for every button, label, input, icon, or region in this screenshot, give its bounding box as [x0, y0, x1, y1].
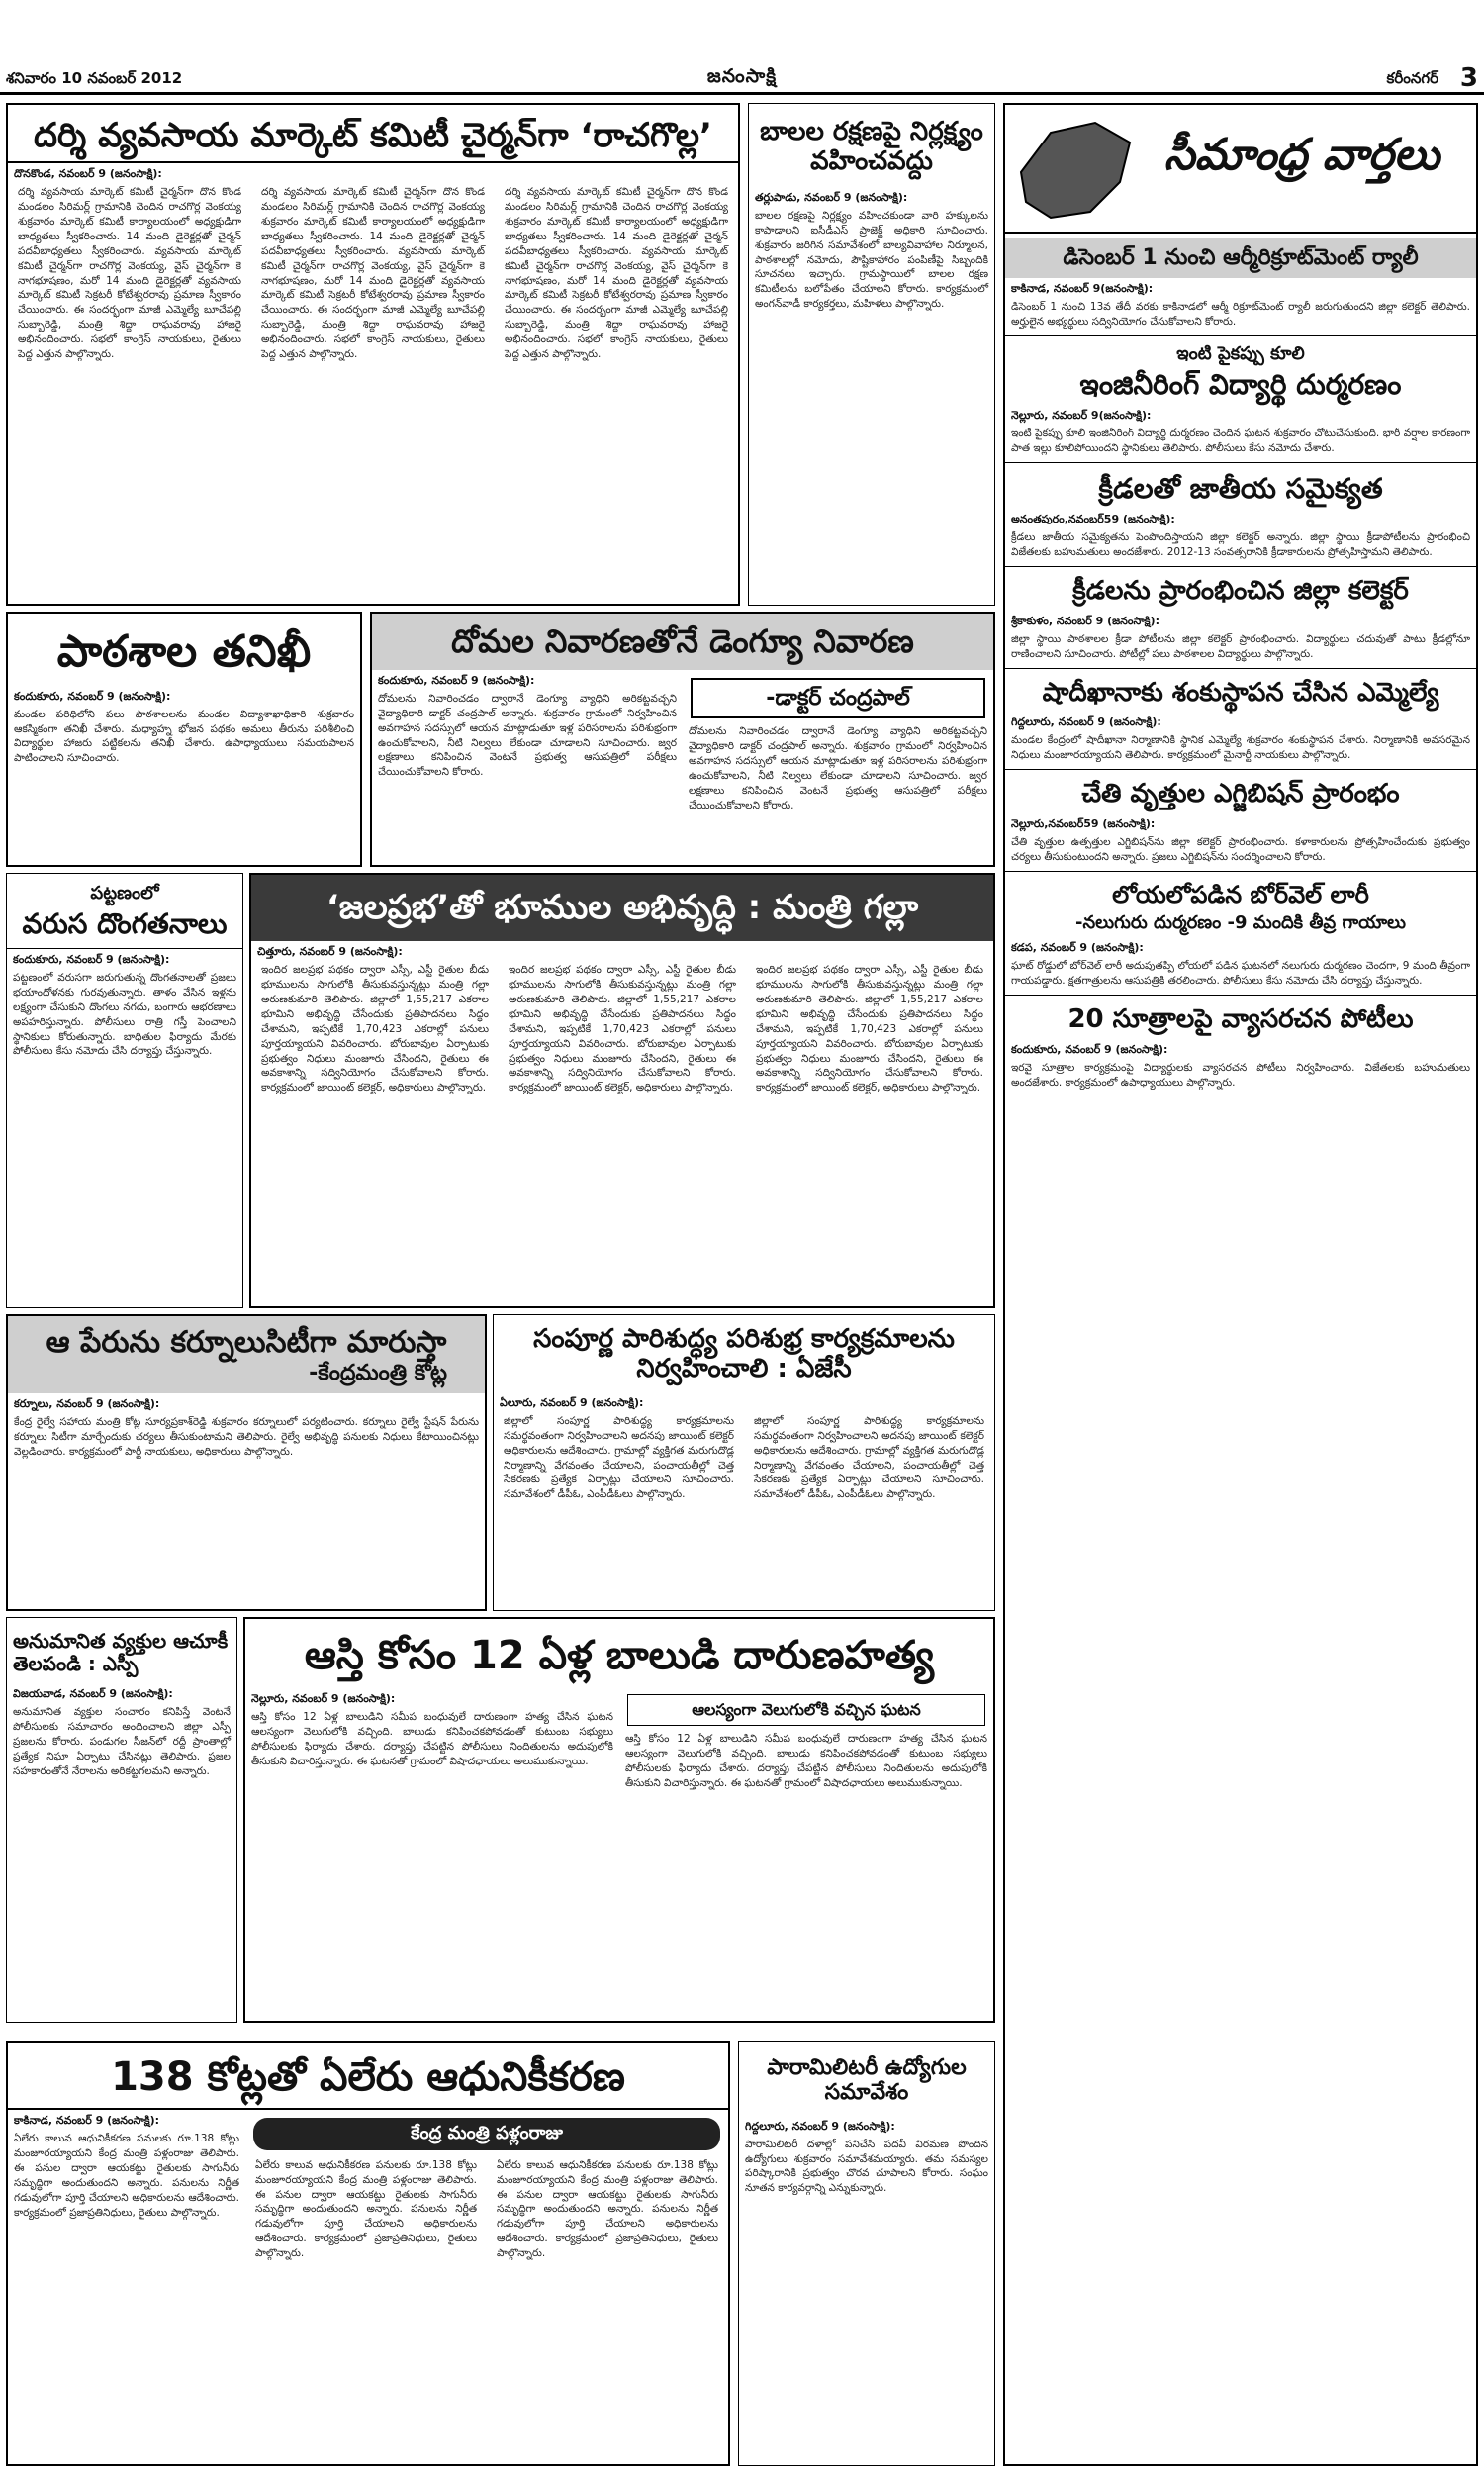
article-headline: సంపూర్ణ పారిశుద్ధ్య పరిశుభ్ర కార్యక్రమాలను నిర్వహించాలి : ఏజేసీ: [533, 1324, 955, 1383]
item-body: ఇరవై సూత్రాల కార్యక్రమంపై విద్యార్థులకు వ్యాసరచన పోటీలు నిర్వహించారు. విజేతలకు బహుమతులు అందజేశారు. కార్యక్రమంలో ఉపాధ్యాయులు పాల్గొన్నారు.: [1011, 1061, 1470, 1089]
item-dateline: కాకినాడ, నవంబర్ 9(జనంసాక్షి):: [1011, 282, 1154, 296]
article-body: బాలల రక్షణపై నిర్లక్ష్యం వహించకుండా వారి హక్కులను కాపాడాలని ఐసీడీఎస్ ప్రాజెక్ట్ అధికారి సూచించారు. శుక్రవారం జరిగిన సమావేశంలో బాల్యవివాహాల నిర్మూలన, పాఠశాలల్లో నమోదు, పౌష్టికాహారం పంపిణీపై సిబ్బందికి సూచనలు ఇచ్చారు. గ్రామస్థాయిలో బాలల రక్షణ కమిటీలను బలోపేతం చేయాలని కోరారు. కార్యక్రమంలో అంగన్‌వాడీ కార్యకర్తలు, మహిళలు పాల్గొన్నారు.: [755, 209, 988, 311]
item-headline: క్రీడలతో జాతీయ సమైక్యత: [1098, 471, 1383, 505]
article-theft: [6, 873, 243, 1308]
item-body: మండల కేంద్రంలో షాదీఖానా నిర్మాణానికి స్థానిక ఎమ్మెల్యే శుక్రవారం శంకుస్థాపన చేశారు. నిర్మాణానికి అవసరమైన నిధులు మంజూరయ్యాయని తెలిపారు. కార్యక్రమంలో మైనార్టీ నాయకులు పాల్గొన్నారు.: [1011, 734, 1470, 762]
item-headline: షాదీఖానాకు శంకుస్థాపన చేసిన ఎమ్మెల్యే: [1042, 677, 1439, 708]
article-dateline: తర్లుపాడు, నవంబర్ 9 (జనంసాక్షి):: [755, 190, 908, 204]
item-headline: డిసెంబర్ 1 నుంచి ఆర్మీరిక్రూట్‌మెంట్ ర్యాలీ: [1005, 238, 1476, 278]
article-subhead: కేంద్ర మంత్రి పళ్లంరాజు: [253, 2118, 720, 2150]
item-headline: లోయలోపడిన బోర్‌వెల్ లారీ: [1112, 880, 1369, 908]
issue-date: శనివారం 10 నవంబర్ 2012: [6, 69, 183, 87]
item-dateline: అనంతపురం,నవంబర్59 (జనంసాక్షి):: [1011, 512, 1175, 525]
seemandhra-item: [1005, 872, 1476, 996]
seemandhra-item: [1005, 669, 1476, 771]
article-body: ఏలేరు కాలువ ఆధునికీకరణ పనులకు రూ.138 కోట్లు మంజూరయ్యాయని కేంద్ర మంత్రి పళ్లంరాజు తెలిపారు. ఈ పనుల ద్వారా ఆయకట్టు రైతులకు సాగునీరు సమృద్ధిగా అందుతుందని అన్నారు. పనులను నిర్ణీత గడువులోగా పూర్తి చేయాలని అధికారులను ఆదేశించారు. కార్యక్రమంలో ప్రజాప్రతినిధులు, రైతులు పాల్గొన్నారు.: [14, 2133, 239, 2219]
item-dateline: గిద్దలూరు, నవంబర్ 9 (జనంసాక్షి):: [1011, 715, 1161, 729]
article-dateline: చిత్తూరు, నవంబర్ 9 (జనంసాక్షి):: [257, 945, 403, 959]
article-headline: ఆస్తి కోసం 12 ఏళ్ల బాలుడి దారుణహత్య: [304, 1633, 935, 1678]
item-dateline: నెల్లూరు,నవంబర్59 (జనంసాక్షి):: [1011, 817, 1156, 831]
item-body: ఇంటి పైకప్పు కూలి ఇంజినీరింగ్ విద్యార్థి దుర్మరణం చెందిన ఘటన శుక్రవారం చోటుచేసుకుంది. భారీ వర్షాల కారణంగా పాత ఇల్లు కూలిపోయిందని స్థానికులు తెలిపారు. పోలీసులు కేసు నమోదు చేశారు.: [1011, 427, 1470, 454]
item-dateline: కందుకూరు, నవంబర్ 9 (జనంసాక్షి):: [1011, 1042, 1168, 1056]
article-dateline: కందుకూరు, నవంబర్ 9 (జనంసాక్షి):: [378, 673, 535, 687]
article-body: దర్శి వ్యవసాయ మార్కెట్ కమిటీ చైర్మన్‌గా దొన కొండ మండలం సిరిమర్ల్ గ్రామానికి చెందిన రాచగొర్ల వెంకయ్య శుక్రవారం మార్కెట్ కమిటీ కార్యాలయంలో అధ్యక్షుడిగా బాధ్యతలు స్వీకరించారు. 14 మంది డైరెక్టర్లతో చైర్మన్ పదవీబాధ్యతలు స్వీకరించారు. వ్యవసాయ మార్కెట్ కమిటీ చైర్మన్‌గా రాచగొర్ల వెంకయ్య, వైస్ చైర్మన్‌గా కె నాగభూషణం, మరో 14 మంది డైరెక్టర్లతో వ్యవసాయ మార్కెట్ కమిటీ సెక్రటరీ కోటేశ్వరరావు ప్రమాణ స్వీకారం చేయించారు. ఈ సందర్భంగా మాజీ ఎమ్మెల్యే బూచేపల్లి సుబ్బారెడ్డి, మంత్రి శిద్దా రాఘవరావు హాజరై అభినందించారు. సభలో కాంగ్రెస్ నాయకులు, రైతులు పెద్ద ఎత్తున పాల్గొన్నారు.: [505, 186, 728, 361]
article-quote: -డాక్టర్ చంద్రపాల్: [691, 678, 985, 718]
item-kicker: ఇంటి పైకప్పు కూలి: [1176, 343, 1305, 365]
article-headline: అనుమానిత వ్యక్తుల ఆచూకీ తెలపండి : ఎస్పీ: [13, 1629, 229, 1675]
seemandhra-item: [1005, 238, 1476, 336]
article-headline: దోమల నివారణతోనే డెంగ్యూ నివారణ: [372, 614, 993, 670]
article-subhead: ఆలస్యంగా వెలుగులోకి వచ్చిన ఘటన: [627, 1694, 985, 1726]
item-headline: క్రీడలను ప్రారంభించిన జిల్లా కలెక్టర్: [1072, 575, 1409, 606]
article-headline: ‘జలప్రభ’తో భూముల అభివృద్ధి : మంత్రి గల్లా: [251, 875, 993, 941]
article-body: దర్శి వ్యవసాయ మార్కెట్ కమిటీ చైర్మన్‌గా దొన కొండ మండలం సిరిమర్ల్ గ్రామానికి చెందిన రాచగొర్ల వెంకయ్య శుక్రవారం మార్కెట్ కమిటీ కార్యాలయంలో అధ్యక్షుడిగా బాధ్యతలు స్వీకరించారు. 14 మంది డైరెక్టర్లతో చైర్మన్ పదవీబాధ్యతలు స్వీకరించారు. వ్యవసాయ మార్కెట్ కమిటీ చైర్మన్‌గా రాచగొర్ల వెంకయ్య, వైస్ చైర్మన్‌గా కె నాగభూషణం, మరో 14 మంది డైరెక్టర్లతో వ్యవసాయ మార్కెట్ కమిటీ సెక్రటరీ కోటేశ్వరరావు ప్రమాణ స్వీకారం చేయించారు. ఈ సందర్భంగా మాజీ ఎమ్మెల్యే బూచేపల్లి సుబ్బారెడ్డి, మంత్రి శిద్దా రాఘవరావు హాజరై అభినందించారు. సభలో కాంగ్రెస్ నాయకులు, రైతులు పెద్ద ఎత్తున పాల్గొన్నారు.: [18, 186, 241, 361]
item-body: ఘాట్ రోడ్డులో బోర్‌వెల్ లారీ అదుపుతప్పి లోయలో పడిన ఘటనలో నలుగురు దుర్మరణం చెందగా, 9 మంది తీవ్రంగా గాయపడ్డారు. క్షతగాత్రులను ఆసుపత్రికి తరలించారు. పోలీసులు కేసు నమోదు చేసి దర్యాప్తు చేస్తున్నారు.: [1011, 960, 1470, 988]
article-body: పట్టణంలో వరుసగా జరుగుతున్న దొంగతనాలతో ప్రజలు భయాందోళనకు గురవుతున్నారు. తాళం వేసిన ఇళ్లను లక్ష్యంగా చేసుకుని దొంగలు నగదు, బంగారు ఆభరణాలు అపహరిస్తున్నారు. పోలీసులు రాత్రి గస్తీ పెంచాలని స్థానికులు కోరుతున్నారు. బాధితుల ఫిర్యాదు మేరకు పోలీసులు కేసు నమోదు చేసి దర్యాప్తు చేస్తున్నారు.: [13, 971, 236, 1058]
article-kicker: పట్టణంలో: [90, 883, 159, 904]
newspaper-logo: జనంసాక్షి: [706, 64, 778, 87]
item-body: చేతి వృత్తుల ఉత్పత్తుల ఎగ్జిబిషన్‌ను జిల్లా కలెక్టర్ ప్రారంభించారు. కళాకారులను ప్రోత్సహించేందుకు ప్రభుత్వం చర్యలు తీసుకుంటుందని అన్నారు. ప్రజలు ఎగ్జిబిషన్‌ను సందర్శించాలని కోరారు.: [1011, 836, 1470, 863]
article-headline: పారామిలిటరీ ఉద్యోగుల సమావేశం: [767, 2055, 967, 2106]
seemandhra-item: [1005, 567, 1476, 669]
item-dateline: శ్రీకాకుళం, నవంబర్ 9 (జనంసాక్షి):: [1011, 614, 1159, 627]
item-subhead: -నలుగురు దుర్మరణం -9 మందికి తీవ్ర గాయాలు: [1075, 911, 1406, 933]
article-body: ఏలేరు కాలువ ఆధునికీకరణ పనులకు రూ.138 కోట్లు మంజూరయ్యాయని కేంద్ర మంత్రి పళ్లంరాజు తెలిపారు. ఈ పనుల ద్వారా ఆయకట్టు రైతులకు సాగునీరు సమృద్ధిగా అందుతుందని అన్నారు. పనులను నిర్ణీత గడువులోగా పూర్తి చేయాలని అధికారులను ఆదేశించారు. కార్యక్రమంలో ప్రజాప్రతినిధులు, రైతులు పాల్గొన్నారు.: [255, 2158, 477, 2260]
article-quote: -కేంద్రమంత్రి కోట్ల: [309, 1360, 447, 1385]
article-body: కేంద్ర రైల్వే సహాయ మంత్రి కోట్ల సూర్యప్రకాశ్‌రెడ్డి శుక్రవారం కర్నూలులో పర్యటించారు. కర్నూలు రైల్వే స్టేషన్ పేరును కర్నూలు సిటీగా మార్చేందుకు చర్యలు తీసుకుంటామని తెలిపారు. రైల్వే అభివృద్ధి పనులకు నిధులు కేటాయించినట్లు వెల్లడించారు. కార్యక్రమంలో పార్టీ నాయకులు, అధికారులు పాల్గొన్నారు.: [14, 1415, 479, 1458]
article-dateline: విజయవాడ, నవంబర్ 9 (జనంసాక్షి):: [13, 1687, 173, 1700]
article-body: దోమలను నివారించడం ద్వారానే డెంగ్యూ వ్యాధిని అరికట్టవచ్చని వైద్యాధికారి డాక్టర్ చంద్రపాల్ అన్నారు. శుక్రవారం గ్రామంలో నిర్వహించిన అవగాహన సదస్సులో ఆయన మాట్లాడుతూ ఇళ్ల పరిసరాలను పరిశుభ్రంగా ఉంచుకోవాలని, నీటి నిల్వలు లేకుండా చూడాలని సూచించారు. జ్వర లక్షణాలు కనిపించిన వెంటనే ప్రభుత్వ ఆసుపత్రిలో పరీక్షలు చేయించుకోవాలని కోరారు.: [689, 725, 987, 811]
seemandhra-section: [1003, 103, 1478, 2466]
seemandhra-item: [1005, 463, 1476, 567]
article-dateline: కర్నూలు, నవంబర్ 9 (జనంసాక్షి):: [14, 1396, 160, 1410]
item-headline: ఇంజినీరింగ్ విద్యార్థి దుర్మరణం: [1079, 367, 1402, 401]
seemandhra-item: [1005, 336, 1476, 463]
item-body: జిల్లా స్థాయి పాఠశాలల క్రీడా పోటీలను జిల్లా కలెక్టర్ ప్రారంభించారు. విద్యార్థులు చదువుతో పాటు క్రీడల్లోనూ రాణించాలని సూచించారు. పోటీల్లో పలు పాఠశాలల విద్యార్థులు పాల్గొన్నారు.: [1011, 632, 1470, 660]
article-headline: 138 కోట్లతో ఏలేరు ఆధునికీకరణ: [8, 2043, 728, 2110]
article-body: ఆస్తి కోసం 12 ఏళ్ల బాలుడిని సమీప బంధువులే దారుణంగా హత్య చేసిన ఘటన ఆలస్యంగా వెలుగులోకి వచ్చింది. బాలుడు కనిపించకపోవడంతో కుటుంబ సభ్యులు పోలీసులకు ఫిర్యాదు చేశారు. దర్యాప్తు చేపట్టిన పోలీసులు నిందితులను అదుపులోకి తీసుకుని విచారిస్తున్నారు. ఈ ఘటనతో గ్రామంలో విషాదఛాయలు అలుముకున్నాయి.: [251, 1711, 613, 1767]
article-body: ఆస్తి కోసం 12 ఏళ్ల బాలుడిని సమీప బంధువులే దారుణంగా హత్య చేసిన ఘటన ఆలస్యంగా వెలుగులోకి వచ్చింది. బాలుడు కనిపించకపోవడంతో కుటుంబ సభ్యులు పోలీసులకు ఫిర్యాదు చేశారు. దర్యాప్తు చేపట్టిన పోలీసులు నిందితులను అదుపులోకి తీసుకుని విచారిస్తున్నారు. ఈ ఘటనతో గ్రామంలో విషాదఛాయలు అలుముకున్నాయి.: [625, 1733, 987, 1790]
item-body: డిసెంబర్ 1 నుంచి 13వ తేదీ వరకు కాకినాడలో ఆర్మీ రిక్రూట్‌మెంట్ ర్యాలీ జరుగుతుందని జిల్లా కలెక్టర్ తెలిపారు. అర్హులైన అభ్యర్థులు సద్వినియోగం చేసుకోవాలని కోరారు.: [1011, 301, 1470, 329]
article-dateline: కందుకూరు, నవంబర్ 9 (జనంసాక్షి):: [13, 952, 170, 966]
article-headline: దర్శి వ్యవసాయ మార్కెట్ కమిటీ చైర్మన్‌గా ‘రాచగొల్ల’: [8, 105, 738, 163]
article-kurnool: [6, 1314, 487, 1611]
article-dateline: దొనకొండ, నవంబర్ 9 (జనంసాక్షి):: [14, 167, 162, 181]
andhra-map-icon: [1011, 113, 1140, 226]
article-body: దర్శి వ్యవసాయ మార్కెట్ కమిటీ చైర్మన్‌గా దొన కొండ మండలం సిరిమర్ల్ గ్రామానికి చెందిన రాచగొర్ల వెంకయ్య శుక్రవారం మార్కెట్ కమిటీ కార్యాలయంలో అధ్యక్షుడిగా బాధ్యతలు స్వీకరించారు. 14 మంది డైరెక్టర్లతో చైర్మన్ పదవీబాధ్యతలు స్వీకరించారు. వ్యవసాయ మార్కెట్ కమిటీ చైర్మన్‌గా రాచగొర్ల వెంకయ్య, వైస్ చైర్మన్‌గా కె నాగభూషణం, మరో 14 మంది డైరెక్టర్లతో వ్యవసాయ మార్కెట్ కమిటీ సెక్రటరీ కోటేశ్వరరావు ప్రమాణ స్వీకారం చేయించారు. ఈ సందర్భంగా మాజీ ఎమ్మెల్యే బూచేపల్లి సుబ్బారెడ్డి, మంత్రి శిద్దా రాఘవరావు హాజరై అభినందించారు. సభలో కాంగ్రెస్ నాయకులు, రైతులు పెద్ద ఎత్తున పాల్గొన్నారు.: [261, 186, 485, 361]
article-school: [6, 612, 362, 867]
page-number: 3: [1459, 63, 1478, 93]
article-dateline: నెల్లూరు, నవంబర్ 9 (జనంసాక్షి):: [251, 1692, 396, 1705]
article-sp: [6, 1617, 237, 2023]
article-headline: వరుస దొంగతనాలు: [7, 904, 242, 949]
item-body: క్రీడలు జాతీయ సమైక్యతను పెంపొందిస్తాయని జిల్లా కలెక్టర్ అన్నారు. జిల్లా స్థాయి క్రీడాపోటీలను ప్రారంభించి విజేతలకు బహుమతులు అందజేశారు. 2012-13 సంవత్సరానికి క్రీడాకారులను ప్రోత్సహిస్తామని తెలిపారు.: [1011, 530, 1470, 558]
article-body: పారామిలిటరీ దళాల్లో పనిచేసి పదవీ విరమణ పొందిన ఉద్యోగులు శుక్రవారం సమావేశమయ్యారు. తమ సమస్యల పరిష్కారానికి ప్రభుత్వం చొరవ చూపాలని కోరారు. సంఘం నూతన కార్యవర్గాన్ని ఎన్నుకున్నారు.: [745, 2138, 988, 2195]
item-headline: 20 సూత్రాలపై వ్యాసరచన పోటీలు: [1067, 1004, 1414, 1034]
article-dengue: [370, 612, 995, 867]
seemandhra-item: [1005, 770, 1476, 872]
edition-name: కరీంనగర్: [1386, 69, 1438, 87]
article-jalaprabha: [249, 873, 995, 1308]
article-body: ఇందిర జలప్రభ పథకం ద్వారా ఎస్సీ, ఎస్టీ రైతుల బీడు భూములను సాగులోకి తీసుకువస్తున్నట్లు మంత్రి గల్లా అరుణకుమారి తెలిపారు. జిల్లాలో 1,55,217 ఎకరాల భూమిని అభివృద్ధి చేసేందుకు ప్రతిపాదనలు సిద్ధం చేశామని, ఇప్పటికే 1,70,423 ఎకరాల్లో పనులు పూర్తయ్యాయని వివరించారు. బోరుబావుల ఏర్పాటుకు ప్రభుత్వం నిధులు మంజూరు చేసిందని, రైతులు ఈ అవకాశాన్ని సద్వినియోగం చేసుకోవాలని కోరారు. కార్యక్రమంలో జాయింట్ కలెక్టర్, అధికారులు పాల్గొన్నారు.: [509, 964, 736, 1094]
article-sanitation: [493, 1314, 995, 1611]
article-body: మండల పరిధిలోని పలు పాఠశాలలను మండల విద్యాశాఖాధికారి శుక్రవారం ఆకస్మికంగా తనిఖీ చేశారు. మధ్యాహ్న భోజన పథకం అమలు తీరును పరిశీలించి విద్యార్థుల హాజరు పట్టికలను తనిఖీ చేశారు. ఉపాధ్యాయులు సమయపాలన పాటించాలని సూచించారు.: [14, 708, 354, 765]
article-murder: [243, 1617, 995, 2023]
section-title: సీమాంధ్ర వార్తలు: [1163, 130, 1440, 180]
article-body: జిల్లాలో సంపూర్ణ పారిశుద్ధ్య కార్యక్రమాలను సమర్థవంతంగా నిర్వహించాలని అదనపు జాయింట్ కలెక్టర్ అధికారులను ఆదేశించారు. గ్రామాల్లో వ్యక్తిగత మరుగుదొడ్ల నిర్మాణాన్ని వేగవంతం చేయాలని, పంచాయతీల్లో చెత్త సేకరణకు ప్రత్యేక ఏర్పాట్లు చేయాలని సూచించారు. సమావేశంలో డీపీఓ, ఎంపీడీఓలు పాల్గొన్నారు.: [754, 1414, 984, 1501]
masthead: [0, 65, 1484, 95]
article-eluru-canal: [6, 2041, 730, 2466]
article-body: దోమలను నివారించడం ద్వారానే డెంగ్యూ వ్యాధిని అరికట్టవచ్చని వైద్యాధికారి డాక్టర్ చంద్రపాల్ అన్నారు. శుక్రవారం గ్రామంలో నిర్వహించిన అవగాహన సదస్సులో ఆయన మాట్లాడుతూ ఇళ్ల పరిసరాలను పరిశుభ్రంగా ఉంచుకోవాలని, నీటి నిల్వలు లేకుండా చూడాలని సూచించారు. జ్వర లక్షణాలు కనిపించిన వెంటనే ప్రభుత్వ ఆసుపత్రిలో పరీక్షలు చేయించుకోవాలని కోరారు.: [378, 692, 677, 779]
item-headline: చేతి వృత్తుల ఎగ్జిబిషన్ ప్రారంభం: [1081, 779, 1400, 809]
item-dateline: నెల్లూరు, నవంబర్ 9(జనంసాక్షి):: [1011, 408, 1152, 422]
seemandhra-item: [1005, 996, 1476, 1096]
item-dateline: కడప, నవంబర్ 9 (జనంసాక్షి):: [1011, 941, 1144, 955]
article-body: ఏలేరు కాలువ ఆధునికీకరణ పనులకు రూ.138 కోట్లు మంజూరయ్యాయని కేంద్ర మంత్రి పళ్లంరాజు తెలిపారు. ఈ పనుల ద్వారా ఆయకట్టు రైతులకు సాగునీరు సమృద్ధిగా అందుతుందని అన్నారు. పనులను నిర్ణీత గడువులోగా పూర్తి చేయాలని అధికారులను ఆదేశించారు. కార్యక్రమంలో ప్రజాప్రతినిధులు, రైతులు పాల్గొన్నారు.: [497, 2158, 718, 2260]
article-body: జిల్లాలో సంపూర్ణ పారిశుద్ధ్య కార్యక్రమాలను సమర్థవంతంగా నిర్వహించాలని అదనపు జాయింట్ కలెక్టర్ అధికారులను ఆదేశించారు. గ్రామాల్లో వ్యక్తిగత మరుగుదొడ్ల నిర్మాణాన్ని వేగవంతం చేయాలని, పంచాయతీల్లో చెత్త సేకరణకు ప్రత్యేక ఏర్పాట్లు చేయాలని సూచించారు. సమావేశంలో డీపీఓ, ఎంపీడీఓలు పాల్గొన్నారు.: [504, 1414, 734, 1501]
article-headline: ఆ పేరును కర్నూలుసిటీగా మారుస్తా: [46, 1325, 447, 1360]
article-dateline: కందుకూరు, నవంబర్ 9 (జనంసాక్షి):: [14, 689, 171, 703]
article-dateline: ఏలూరు, నవంబర్ 9 (జనంసాక్షి):: [500, 1395, 644, 1409]
article-body: అనుమానిత వ్యక్తుల సంచారం కనిపిస్తే వెంటనే పోలీసులకు సమాచారం అందించాలని జిల్లా ఎస్పీ ప్రజలను కోరారు. పండుగల సీజన్‌లో రద్దీ ప్రాంతాల్లో ప్రత్యేక నిఘా ఏర్పాటు చేసినట్లు తెలిపారు. ప్రజల సహకారంతోనే నేరాలను అరికట్టగలమని అన్నారు.: [13, 1706, 231, 1777]
article-body: ఇందిర జలప్రభ పథకం ద్వారా ఎస్సీ, ఎస్టీ రైతుల బీడు భూములను సాగులోకి తీసుకువస్తున్నట్లు మంత్రి గల్లా అరుణకుమారి తెలిపారు. జిల్లాలో 1,55,217 ఎకరాల భూమిని అభివృద్ధి చేసేందుకు ప్రతిపాదనలు సిద్ధం చేశామని, ఇప్పటికే 1,70,423 ఎకరాల్లో పనులు పూర్తయ్యాయని వివరించారు. బోరుబావుల ఏర్పాటుకు ప్రభుత్వం నిధులు మంజూరు చేసిందని, రైతులు ఈ అవకాశాన్ని సద్వినియోగం చేసుకోవాలని కోరారు. కార్యక్రమంలో జాయింట్ కలెక్టర్, అధికారులు పాల్గొన్నారు.: [261, 964, 489, 1094]
article-rachagolla: [6, 103, 740, 606]
article-body: ఇందిర జలప్రభ పథకం ద్వారా ఎస్సీ, ఎస్టీ రైతుల బీడు భూములను సాగులోకి తీసుకువస్తున్నట్లు మంత్రి గల్లా అరుణకుమారి తెలిపారు. జిల్లాలో 1,55,217 ఎకరాల భూమిని అభివృద్ధి చేసేందుకు ప్రతిపాదనలు సిద్ధం చేశామని, ఇప్పటికే 1,70,423 ఎకరాల్లో పనులు పూర్తయ్యాయని వివరించారు. బోరుబావుల ఏర్పాటుకు ప్రభుత్వం నిధులు మంజూరు చేసిందని, రైతులు ఈ అవకాశాన్ని సద్వినియోగం చేసుకోవాలని కోరారు. కార్యక్రమంలో జాయింట్ కలెక్టర్, అధికారులు పాల్గొన్నారు.: [756, 964, 983, 1094]
article-children: [748, 103, 995, 606]
article-headline: బాలల రక్షణపై నిర్లక్ష్యం వహించవద్దు: [760, 117, 983, 176]
article-dateline: కాకినాడ, నవంబర్ 9 (జనంసాక్షి):: [14, 2114, 160, 2127]
article-paramilitary: [738, 2041, 995, 2466]
article-headline: పాఠశాల తనిఖీ: [56, 626, 312, 677]
article-dateline: గిద్దలూరు, నవంబర్ 9 (జనంసాక్షి):: [745, 2119, 895, 2133]
